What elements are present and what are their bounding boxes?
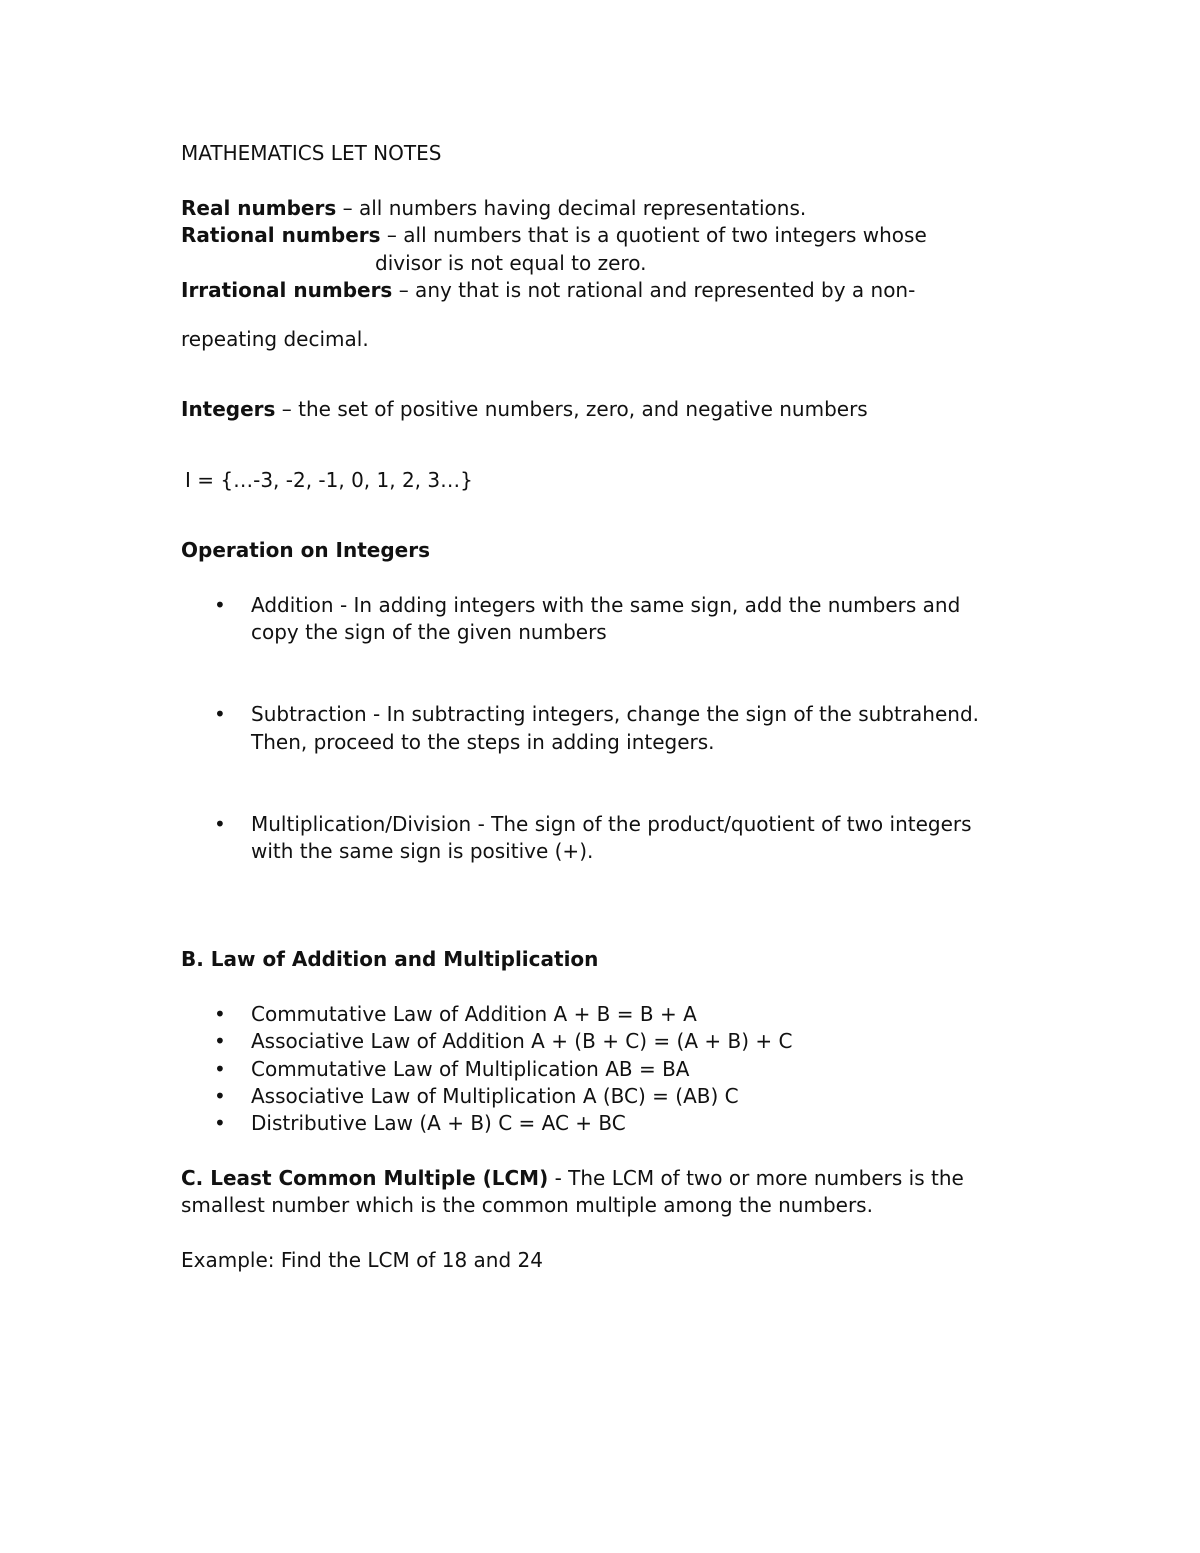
definition-real-numbers <box>181 195 806 222</box>
definition-continuation: divisor is not equal to zero. <box>375 251 647 275</box>
definition-term: Rational numbers <box>181 223 381 247</box>
definition-text: – all numbers having decimal representations. <box>336 196 807 220</box>
definition-rational-numbers <box>181 222 927 249</box>
bullet-marker: • <box>214 702 226 726</box>
list-item: Associative Law of Addition A + (B + C) = (A + B) + C <box>251 1029 793 1053</box>
list-item: Subtraction - In subtracting integers, change the sign of the subtrahend. <box>251 702 980 726</box>
definition-term: Irrational numbers <box>181 278 393 302</box>
bullet-marker: • <box>214 593 226 617</box>
definition-term: C. Least Common Multiple (LCM) <box>181 1166 549 1190</box>
list-item: Addition - In adding integers with the same sign, add the numbers and <box>251 593 961 617</box>
definition-integers <box>181 396 868 423</box>
definition-continuation: smallest number which is the common multiple among the numbers. <box>181 1193 873 1217</box>
list-item: Commutative Law of Multiplication AB = BA <box>251 1057 690 1081</box>
list-item-continuation: Then, proceed to the steps in adding integers. <box>251 730 715 754</box>
definition-continuation: repeating decimal. <box>181 327 369 351</box>
list-item-continuation: copy the sign of the given numbers <box>251 620 607 644</box>
list-item: Multiplication/Division - The sign of the product/quotient of two integers <box>251 812 972 836</box>
definition-irrational-numbers <box>181 277 915 304</box>
list-item-continuation: with the same sign is positive (+). <box>251 839 594 863</box>
integer-set: I = {…-3, -2, -1, 0, 1, 2, 3…} <box>185 468 473 492</box>
definition-text: – all numbers that is a quotient of two integers whose <box>380 223 927 247</box>
definition-text: – any that is not rational and represented by a non- <box>392 278 916 302</box>
section-heading-laws: B. Law of Addition and Multiplication <box>181 947 599 971</box>
definition-text: - The LCM of two or more numbers is the <box>548 1166 964 1190</box>
bullet-marker: • <box>214 812 226 836</box>
lcm-definition <box>181 1165 964 1192</box>
section-heading-operations: Operation on Integers <box>181 538 430 562</box>
list-item: Commutative Law of Addition A + B = B + A <box>251 1002 697 1026</box>
definition-term: Real numbers <box>181 196 337 220</box>
bullet-marker: • <box>214 1029 226 1053</box>
definition-text: – the set of positive numbers, zero, and negative numbers <box>275 397 868 421</box>
lcm-example: Example: Find the LCM of 18 and 24 <box>181 1248 543 1272</box>
definition-term: Integers <box>181 397 276 421</box>
document-title: MATHEMATICS LET NOTES <box>181 141 442 165</box>
bullet-marker: • <box>214 1111 226 1135</box>
list-item: Distributive Law (A + B) C = AC + BC <box>251 1111 626 1135</box>
bullet-marker: • <box>214 1057 226 1081</box>
bullet-marker: • <box>214 1084 226 1108</box>
bullet-marker: • <box>214 1002 226 1026</box>
list-item: Associative Law of Multiplication A (BC) = (AB) C <box>251 1084 739 1108</box>
